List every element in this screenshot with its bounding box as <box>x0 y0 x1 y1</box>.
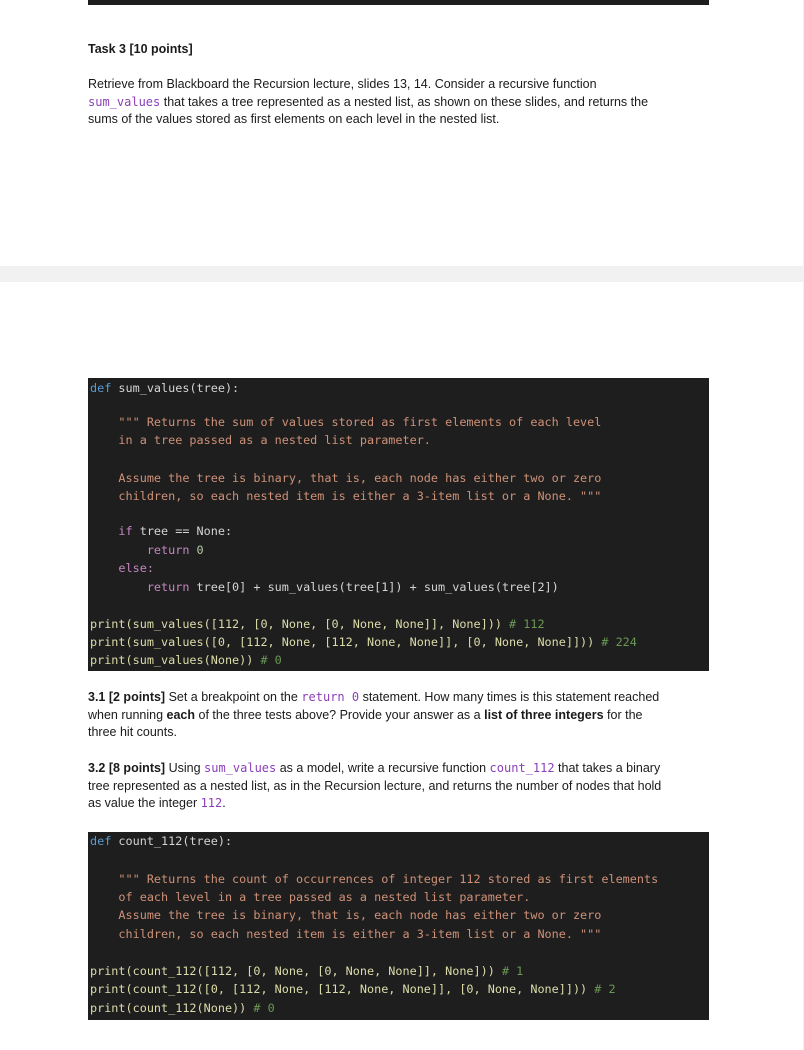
sum-values-code-block <box>88 378 709 671</box>
docstring-line-1: """ Returns the count of occurrences of integer 112 stored as first elements <box>90 872 659 886</box>
q31-line-1: 3.1 [2 points] Set a breakpoint on the return 0 statement. How many times is this statement reached <box>88 690 660 704</box>
question-3-1 <box>88 689 708 742</box>
q32-line-1: 3.2 [8 points] Using sum_values as a model, write a recursive function count_112 that takes a binary <box>88 761 661 775</box>
test-line-3: print(count_112(None)) # 0 <box>90 1001 275 1015</box>
docstring-line-4: children, so each nested item is either a 3-item list or a None. """ <box>90 489 602 503</box>
code-line-return-0: return 0 <box>90 543 204 557</box>
count-112-code-block <box>88 832 709 1020</box>
docstring-line-2: of each level in a tree passed as a nested list parameter. <box>90 890 531 904</box>
code-line-return-sum: return tree[0] + sum_values(tree[1]) + sum_values(tree[2]) <box>90 580 559 594</box>
question-3-2 <box>88 760 708 813</box>
docstring-line-3: Assume the tree is binary, that is, each node has either two or zero <box>90 908 602 922</box>
code-line-else: else: <box>90 561 154 575</box>
code-line-def: def count_112(tree): <box>90 834 233 848</box>
task-heading: Task 3 [10 points] <box>88 42 193 56</box>
task-intro-line-3: sums of the values stored as first elements on each level in the nested list. <box>88 112 500 126</box>
q32-line-3: as value the integer 112. <box>88 796 226 810</box>
task-intro <box>88 76 708 129</box>
task-intro-line-2: sum_values that takes a tree represented as a nested list, as shown on these slides, and returns the <box>88 94 649 109</box>
test-line-1: print(count_112([112, [0, None, [0, None, None]], None])) # 1 <box>90 964 524 978</box>
test-line-2: print(sum_values([0, [112, None, [112, None, None]], [0, None, None]])) # 224 <box>90 635 637 649</box>
test-line-3: print(sum_values(None)) # 0 <box>90 653 282 667</box>
code-line-if: if tree == None: <box>90 524 233 538</box>
q31-line-2: when running each of the three tests above? Provide your answer as a list of three integers for the <box>88 707 643 722</box>
docstring-line-4: children, so each nested item is either a 3-item list or a None. """ <box>90 927 602 941</box>
q32-line-2: tree represented as a nested list, as in the Recursion lecture, and returns the number of nodes that hold <box>88 778 662 793</box>
test-line-2: print(count_112([0, [112, None, [112, None, None]], [0, None, None]])) # 2 <box>90 982 616 996</box>
previous-code-block-edge <box>88 0 709 5</box>
task-intro-line-1: Retrieve from Blackboard the Recursion lecture, slides 13, 14. Consider a recursive function <box>88 77 597 91</box>
test-line-1: print(sum_values([112, [0, None, [0, None, None]], None])) # 112 <box>90 617 545 631</box>
code-line-def: def sum_values(tree): <box>90 381 240 395</box>
docstring-line-3: Assume the tree is binary, that is, each node has either two or zero <box>90 471 602 485</box>
document-page-2 <box>0 282 803 1050</box>
document-page-1 <box>0 0 803 266</box>
docstring-line-2: in a tree passed as a nested list parameter. <box>90 433 431 447</box>
docstring-line-1: """ Returns the sum of values stored as first elements of each level <box>90 415 602 429</box>
q31-line-3: three hit counts. <box>88 725 177 739</box>
